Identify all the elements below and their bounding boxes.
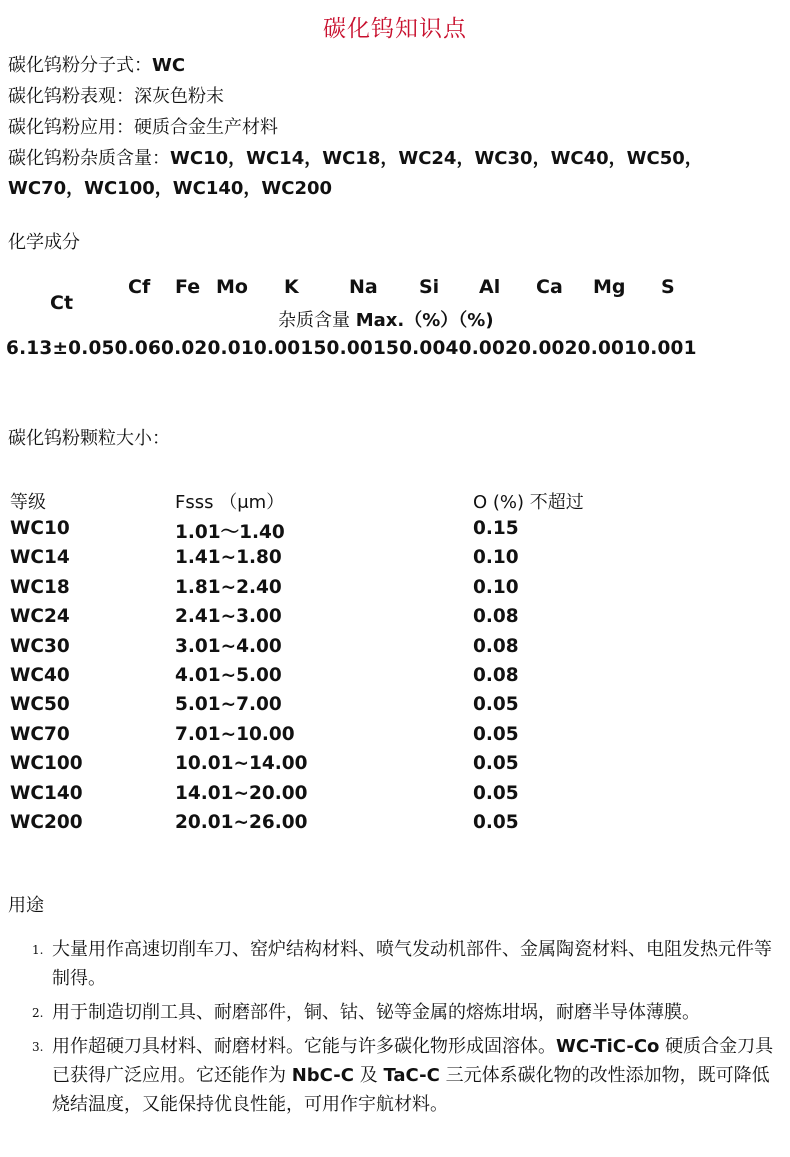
table-cell-fsss: 5.01~7.00 — [175, 694, 282, 715]
table-cell-grade: WC10 — [10, 518, 70, 539]
col-header-grade: 等级 — [10, 492, 46, 513]
element-label: Mo — [216, 276, 248, 298]
ct-label: Ct — [50, 292, 74, 314]
table-cell-oxygen: 0.08 — [473, 606, 519, 627]
property-value: 硬质合金生产材料 — [134, 117, 278, 138]
table-cell-grade: WC50 — [10, 694, 70, 715]
property-label: 碳化钨粉分子式： — [8, 55, 152, 76]
table-cell-oxygen: 0.08 — [473, 665, 519, 686]
element-label: Mg — [593, 276, 626, 298]
table-cell-fsss: 7.01~10.00 — [175, 724, 295, 745]
composition-values: 6.13±0.050.060.020.010.00150.00150.0040.0020.0020.0010.001 — [6, 338, 697, 359]
list-text: 大量用作高速切削车刀、窑炉结构材料、喷气发动机部件、金属陶瓷材料、电阻发热元件等制得。 — [52, 939, 772, 989]
table-cell-grade: WC30 — [10, 636, 70, 657]
table-cell-fsss: 20.01~26.00 — [175, 812, 308, 833]
table-cell-grade: WC200 — [10, 812, 83, 833]
property-appearance — [8, 82, 224, 112]
list-text: NbC-C — [291, 1065, 354, 1086]
table-cell-grade: WC24 — [10, 606, 70, 627]
table-cell-oxygen: 0.05 — [473, 724, 519, 745]
table-cell-grade: WC70 — [10, 724, 70, 745]
table-cell-grade: WC100 — [10, 753, 83, 774]
list-text: TaC-C — [383, 1065, 440, 1086]
table-cell-fsss: 3.01~4.00 — [175, 636, 282, 657]
list-number: 3. — [32, 1040, 44, 1054]
table-cell-oxygen: 0.08 — [473, 636, 519, 657]
element-label: Al — [479, 276, 501, 298]
table-cell-oxygen: 0.05 — [473, 753, 519, 774]
table-cell-fsss: 1.41~1.80 — [175, 547, 282, 568]
property-impurity — [8, 144, 703, 174]
table-cell-grade: WC14 — [10, 547, 70, 568]
col-header-fsss: Fsss （μm） — [175, 492, 285, 513]
list-number: 1. — [32, 943, 44, 957]
table-cell-fsss: 1.01～1.40 — [175, 522, 285, 543]
table-cell-oxygen: 0.05 — [473, 783, 519, 804]
table-cell-fsss: 2.41~3.00 — [175, 606, 282, 627]
element-label: Na — [349, 276, 378, 298]
table-cell-grade: WC140 — [10, 783, 83, 804]
element-label: Cf — [128, 276, 151, 298]
property-value: WC10，WC14，WC18，WC24，WC30，WC40，WC50， — [170, 148, 703, 169]
uses-heading: 用途 — [8, 895, 44, 916]
table-cell-fsss: 14.01~20.00 — [175, 783, 308, 804]
page-title: 碳化钨知识点 — [323, 16, 467, 42]
element-label: Fe — [175, 276, 201, 298]
table-cell-oxygen: 0.10 — [473, 547, 519, 568]
table-cell-fsss: 4.01~5.00 — [175, 665, 282, 686]
unit-max: Max. — [355, 310, 405, 331]
list-text: WC-TiC-Co — [556, 1036, 660, 1057]
property-formula — [8, 51, 185, 81]
element-label: K — [284, 276, 299, 298]
col-header-oxygen: O (%) 不超过 — [473, 492, 584, 513]
list-text: 硬质合金刀具已获得广泛应用。它还能作为 — [52, 1036, 774, 1086]
table-cell-fsss: 1.81~2.40 — [175, 577, 282, 598]
element-label: Si — [419, 276, 440, 298]
chem-heading: 化学成分 — [8, 232, 80, 253]
table-cell-oxygen: 0.05 — [473, 694, 519, 715]
table-cell-oxygen: 0.10 — [473, 577, 519, 598]
table-cell-grade: WC18 — [10, 577, 70, 598]
element-label: Ca — [536, 276, 563, 298]
list-item — [8, 935, 778, 993]
particle-heading: 碳化钨粉颗粒大小： — [8, 428, 170, 449]
property-value: 深灰色粉末 — [134, 86, 224, 107]
list-number: 2. — [32, 1006, 44, 1020]
unit-suffix: （%）（%) — [404, 310, 494, 331]
list-item — [8, 998, 778, 1027]
list-text: 用作超硬刀具材料、耐磨材料。它能与许多碳化物形成固溶体。 — [52, 1036, 556, 1057]
table-cell-oxygen: 0.05 — [473, 812, 519, 833]
property-label: 碳化钨粉表观： — [8, 86, 134, 107]
table-cell-fsss: 10.01~14.00 — [175, 753, 308, 774]
property-application — [8, 113, 278, 143]
property-label: 碳化钨粉杂质含量： — [8, 148, 170, 169]
table-cell-oxygen: 0.15 — [473, 518, 519, 539]
property-value: WC70，WC100，WC140，WC200 — [8, 178, 333, 199]
unit-prefix: 杂质含量 — [278, 310, 356, 331]
list-text: 及 — [354, 1065, 384, 1086]
uses-list — [8, 935, 778, 1124]
unit-row — [278, 306, 494, 332]
list-text: 用于制造切削工具、耐磨部件，铜、钴、铋等金属的熔炼坩埚，耐磨半导体薄膜。 — [52, 1002, 700, 1023]
list-item — [8, 1032, 778, 1119]
element-label: S — [661, 276, 675, 298]
table-cell-grade: WC40 — [10, 665, 70, 686]
property-impurity-continued — [8, 174, 332, 204]
property-value: WC — [152, 55, 186, 76]
property-label: 碳化钨粉应用： — [8, 117, 134, 138]
list-text: 三元体系碳化物的改性添加物，既可降低烧结温度，又能保持优良性能，可用作宇航材料。 — [52, 1065, 770, 1115]
